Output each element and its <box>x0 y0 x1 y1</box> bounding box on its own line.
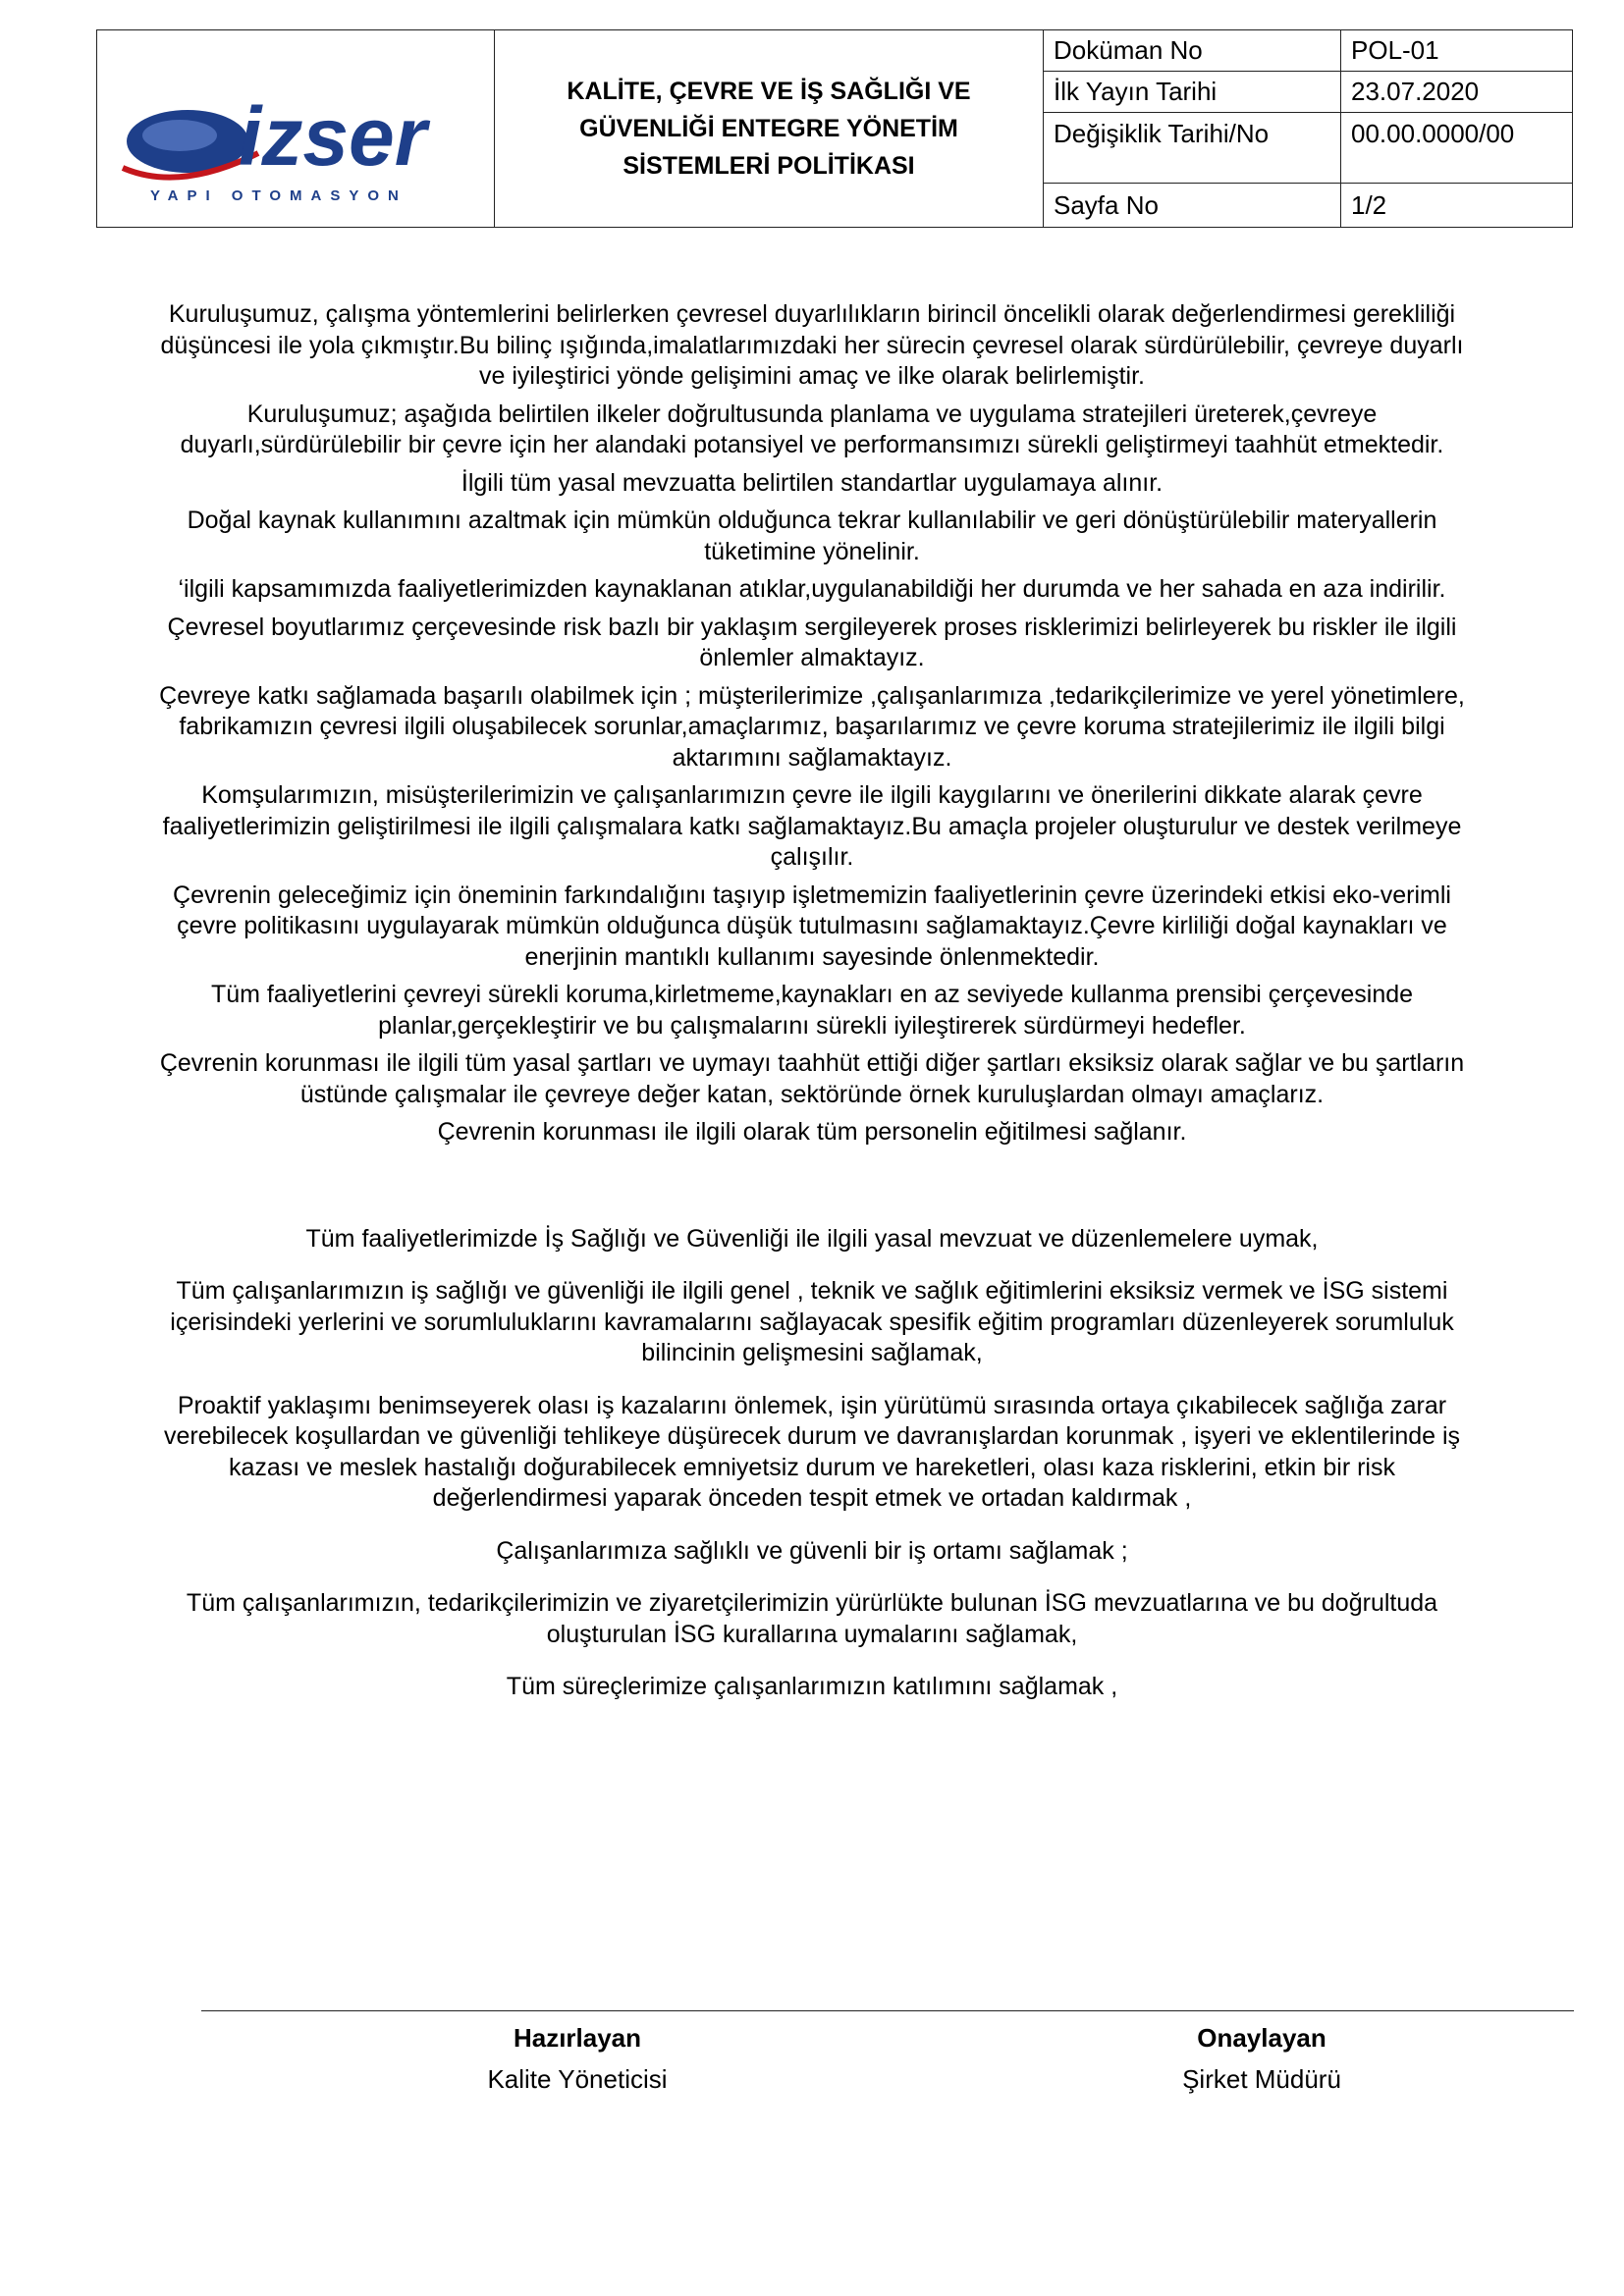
signature-divider <box>201 2010 1574 2011</box>
policy-body <box>147 299 1477 1725</box>
policy-paragraph: Kuruluşumuz, çalışma yöntemlerini belirlerken çevresel duyarlılıkların birincil öncelikli olarak değerlendirmesi gerekliliği düşüncesi ile yola çıkmıştır.Bu bilinç ışığında,imalatlarımızdaki her sürecin çevresel olarak sürdürülebilir, çevreye duyarlı ve iyileştirici yönde gelişimini amaç ve ilke olarak belirlemiştir. <box>160 300 1464 390</box>
page-no-label: Sayfa No <box>1044 184 1341 228</box>
isg-paragraph: Proaktif yaklaşımı benimseyerek olası iş kazalarını önlemek, işin yürütümü sırasında ortaya çıkabilecek sağlığa zarar verebilecek koşullardan ve güvenliği tehlikeye düşürecek durum ve davranışlardan korunmak , işyeri ve eklentilerinde iş kazası ve meslek hastalığı doğurabilecek emniyetsiz durum ve hareketleri, olası kaza risklerini, etkin bir risk değerlendirmesi yaparak önceden tespit etmek ve ortadan kaldırmak , <box>163 1391 1461 1512</box>
first-publish-date-value: 23.07.2020 <box>1341 72 1573 113</box>
page-no-value: 1/2 <box>1341 184 1573 228</box>
doc-no-value: POL-01 <box>1341 30 1573 72</box>
doc-no-label: Doküman No <box>1044 30 1341 72</box>
prepared-by-title: Hazırlayan <box>513 2023 642 2053</box>
revision-value: 00.00.0000/00 <box>1341 113 1573 184</box>
approved-by-title: Onaylayan <box>1197 2023 1326 2053</box>
document-header <box>96 29 1573 228</box>
isg-paragraph: Tüm süreçlerimize çalışanlarımızın katılımını sağlamak , <box>506 1673 1118 1700</box>
policy-paragraph: Çevrenin korunması ile ilgili olarak tüm personelin eğitilmesi sağlanır. <box>437 1118 1187 1146</box>
policy-paragraph: Çevresel boyutlarımız çerçevesinde risk bazlı bir yaklaşım sergileyerek proses risklerimizi belirleyerek bu riskler ile ilgili önlemler almaktayız. <box>167 613 1457 671</box>
isg-paragraph: Tüm çalışanlarımızın, tedarikçilerimizin ve ziyaretçilerimizin yürürlükte bulunan İSG mevzuatlarına ve bu doğrultuda oluşturulan İSG kurallarına uymalarını sağlamak, <box>186 1589 1438 1648</box>
isg-paragraph: Tüm faaliyetlerimizde İş Sağlığı ve Güvenliği ile ilgili yasal mevzuat ve düzenlemelere uymak, <box>305 1224 1319 1253</box>
isg-paragraph: Çalışanlarımıza sağlıklı ve güvenli bir iş ortamı sağlamak ; <box>496 1536 1128 1565</box>
policy-paragraph: Çevrenin korunması ile ilgili tüm yasal şartları ve uymayı taahhüt ettiği diğer şartları eksiksiz olarak sağlar ve bu şartların üstünde çalışmalar ile çevreye değer katan, sektöründe örnek kuruluşlardan olmayı amaçlarız. <box>159 1049 1465 1108</box>
first-publish-date-label: İlk Yayın Tarihi <box>1044 72 1341 113</box>
document-title <box>495 30 1044 228</box>
logo-tagline-text: YAPI OTOMASYON <box>150 187 407 204</box>
approved-by-block <box>1065 2017 1458 2100</box>
isg-section <box>147 1224 1477 1703</box>
policy-paragraph: Doğal kaynak kullanımını azaltmak için mümkün olduğunca tekrar kullanılabilir ve geri dönüştürülebilir materyallerin tüketimine yönelinir. <box>187 507 1437 565</box>
title-line-3: SİSTEMLERİ POLİTİKASI <box>623 152 915 180</box>
policy-paragraph: Çevrenin geleceğimiz için öneminin farkındalığını taşıyıp işletmemizin faaliyetlerinin çevre üzerindeki etkisi eko-verimli çevre politikasını uygulayarak mümkün olduğunca düşük tutulmasını sağlamaktayız.Çevre kirliliği doğal kaynakları ve enerjinin mantıklı kullanımı sayesinde önlenmektedir. <box>173 881 1451 971</box>
title-line-1: KALİTE, ÇEVRE VE İŞ SAĞLIĞI VE <box>567 78 971 105</box>
environment-section <box>147 299 1477 1148</box>
prepared-by-block <box>381 2017 774 2100</box>
prepared-by-role: Kalite Yöneticisi <box>487 2064 668 2094</box>
policy-paragraph: Kuruluşumuz; aşağıda belirtilen ilkeler doğrultusunda planlama ve uygulama stratejileri üreterek,çevreye duyarlı,sürdürülebilir bir çevre için her alandaki potansiyel ve performansımızı sürekli geliştirmeyi taahhüt etmektedir. <box>180 400 1444 458</box>
isg-paragraph: Tüm çalışanlarımızın iş sağlığı ve güvenliği ile ilgili genel , teknik ve sağlık eğitimlerini eksiksiz vermek ve İSG sistemi içerisindeki yerlerini ve sorumluluklarını kavramalarını sağlayacak spesifik eğitim programları düzenleyerek sorumluluk bilincinin gelişmesini sağlamak, <box>170 1277 1454 1366</box>
policy-paragraph: ‘ilgili kapsamımızda faaliyetlerimizden kaynaklanan atıklar,uygulanabildiği her durumda ve her sahada en aza indirilir. <box>178 575 1446 603</box>
policy-paragraph: Çevreye katkı sağlamada başarılı olabilmek için ; müşterilerimize ,çalışanlarımıza ,tedarikçilerimize ve yerel yönetimlere, fabrikamızın çevresi ilgili oluşabilecek sorunlar,amaçlarımız, başarılarımız ve çevre koruma stratejilerimiz ile ilgili bilgi aktarımını sağlamaktayız. <box>159 681 1465 772</box>
policy-paragraph: Tüm faaliyetlerini çevreyi sürekli koruma,kirletmeme,kaynakları en az seviyede kullanma prensibi çerçevesinde planlar,gerçekleştirir ve bu çalışmalarını sürekli iyileştirerek sürdürmeyi hedefler. <box>210 981 1414 1040</box>
policy-paragraph: Komşularımızın, misüşterilerimizin ve çalışanlarımızın çevre ile ilgili kaygılarını ve önerilerini dikkate alarak çevre faaliyetlerimizin geliştirilmesi ile ilgili çalışmalara katkı sağlamaktayız.Bu amaçla projeler oluşturulur ve destek verilmeye çalışılır. <box>162 781 1462 871</box>
logo-cell <box>97 30 495 228</box>
title-line-2: GÜVENLİĞİ ENTEGRE YÖNETİM <box>579 115 958 142</box>
approved-by-role: Şirket Müdürü <box>1182 2064 1341 2094</box>
logo-brand-text: izser <box>239 89 427 183</box>
company-logo <box>111 75 484 222</box>
policy-paragraph: İlgili tüm yasal mevzuatta belirtilen standartlar uygulamaya alınır. <box>460 468 1164 497</box>
revision-label: Değişiklik Tarihi/No <box>1044 113 1341 184</box>
